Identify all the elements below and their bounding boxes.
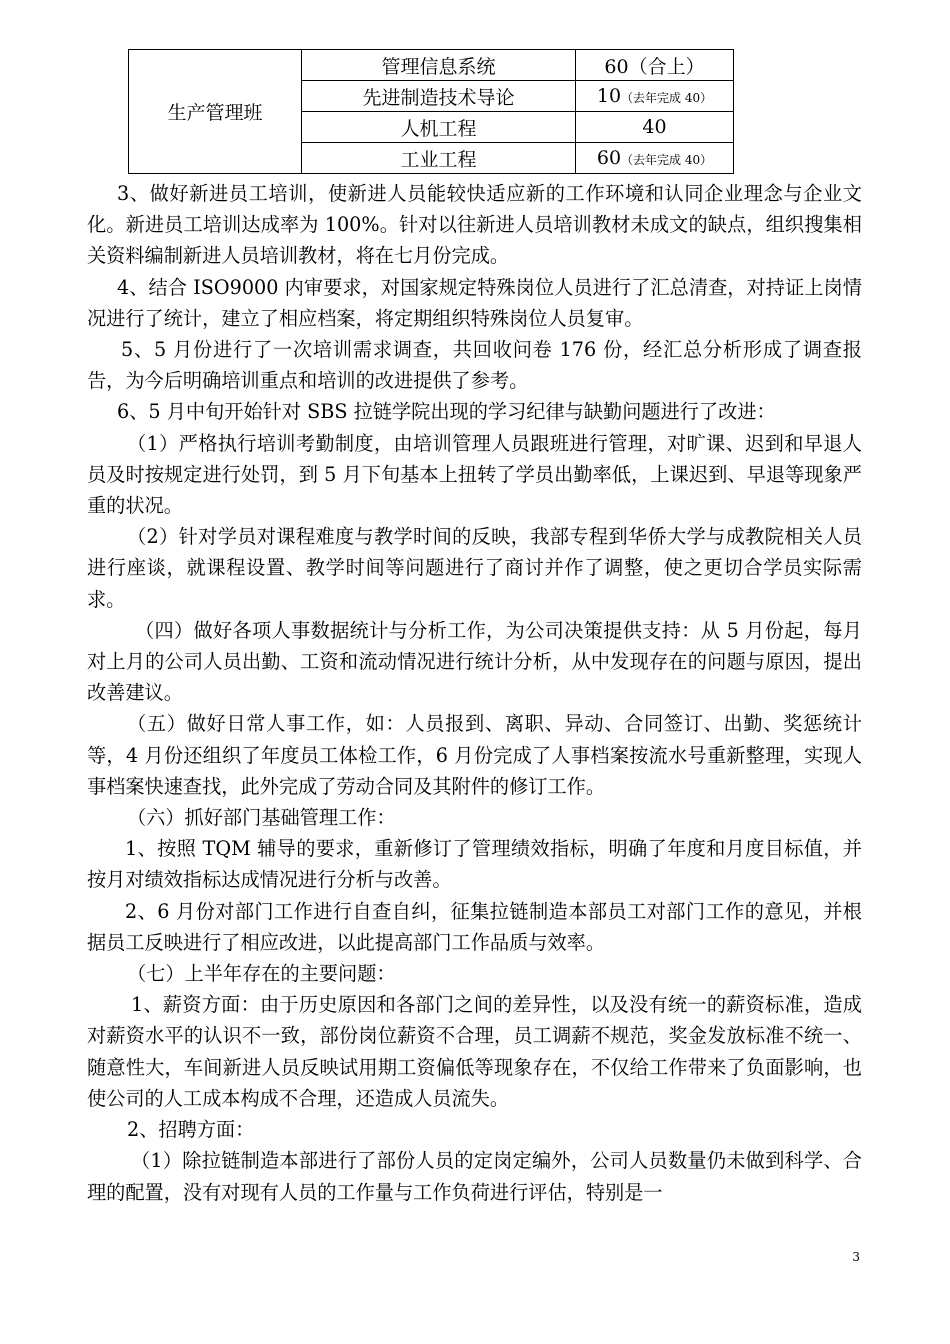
course-table <box>128 49 734 174</box>
course-name-cell: 工业工程 <box>302 143 576 174</box>
paragraph: 6、5 月中旬开始针对 SBS 拉链学院出现的学习纪律与缺勤问题进行了改进： <box>117 400 776 424</box>
hours-note: （去年完成 40） <box>621 91 713 105</box>
paragraph: 3、做好新进员工培训，使新进人员能较快适应新的工作环境和认同企业理念与企业文化。新进员工培训达成率为 100%。针对以往新进人员培训教材未成文的缺点，组织搜集相关资料编制新进人员培训教材，将在七月份完成。 <box>87 182 862 268</box>
course-name-cell: 管理信息系统 <box>302 50 576 81</box>
course-hours-cell <box>576 112 734 143</box>
paragraph: 5、5 月份进行了一次培训需求调查，共回收问卷 176 份，经汇总分析形成了调查报告，为今后明确培训重点和培训的改进提供了参考。 <box>87 338 862 393</box>
course-hours-cell <box>576 143 734 174</box>
course-hours-cell <box>576 81 734 112</box>
paragraph: 1、薪资方面：由于历史原因和各部门之间的差异性，以及没有统一的薪资标准，造成对薪资水平的认识不一致，部份岗位薪资不合理，员工调薪不规范，奖金发放标准不统一、随意性大，车间新进人员反映试用期工资偏低等现象存在，不仅给工作带来了负面影响，也使公司的人工成本构成不合理，还造成人员流失。 <box>87 993 862 1110</box>
paragraph: （四）做好各项人事数据统计与分析工作，为公司决策提供支持：从 5 月份起，每月对上月的公司人员出勤、工资和流动情况进行统计分析，从中发现存在的问题与原因，提出改善建议。 <box>87 618 862 705</box>
hours-note: （去年完成 40） <box>621 153 713 167</box>
paragraph: （六）抓好部门基础管理工作： <box>127 806 396 830</box>
table-row <box>129 50 734 81</box>
paragraph: 4、结合 ISO9000 内审要求，对国家规定特殊岗位人员进行了汇总清查，对持证上岗情况进行了统计，建立了相应档案，将定期组织特殊岗位人员复审。 <box>87 275 862 330</box>
course-name-cell: 人机工程 <box>302 112 576 143</box>
course-hours-cell <box>576 50 734 81</box>
paragraph: （2）针对学员对课程难度与教学时间的反映，我部专程到华侨大学与成教院相关人员进行座谈，就课程设置、教学时间等问题进行了商讨并作了调整，使之更切合学员实际需求。 <box>87 525 862 611</box>
paragraph: （1）严格执行培训考勤制度，由培训管理人员跟班进行管理，对旷课、迟到和早退人员及时按规定进行处罚，到 5 月下旬基本上扭转了学员出勤率低，上课迟到、早退等现象严重的状况。 <box>87 431 862 518</box>
paragraph: （五）做好日常人事工作，如：人员报到、离职、异动、合同签订、出勤、奖惩统计等，4 月份还组织了年度员工体检工作，6 月份完成了人事档案按流水号重新整理，实现人事档案快速查找，此外完成了劳动合同及其附件的修订工作。 <box>87 712 862 798</box>
paragraph: 1、按照 TQM 辅导的要求，重新修订了管理绩效指标，明确了年度和月度目标值，并按月对绩效指标达成情况进行分析与改善。 <box>87 837 862 892</box>
paragraph: （七）上半年存在的主要问题： <box>127 962 396 986</box>
paragraph: （1）除拉链制造本部进行了部份人员的定岗定编外，公司人员数量仍未做到科学、合理的配置，没有对现有人员的工作量与工作负荷进行评估，特别是一 <box>87 1149 862 1204</box>
hours-value: 60（合上） <box>604 55 705 78</box>
body-text <box>87 178 862 1208</box>
paragraph: 2、招聘方面： <box>127 1118 255 1142</box>
page-number: 3 <box>852 1250 860 1264</box>
hours-value: 10 <box>596 85 622 107</box>
course-name-cell: 先进制造技术导论 <box>302 81 576 112</box>
hours-value: 60 <box>596 147 622 169</box>
group-label-cell: 生产管理班 <box>129 50 302 174</box>
paragraph: 2、6 月份对部门工作进行自查自纠，征集拉链制造本部员工对部门工作的意见，并根据员工反映进行了相应改进，以此提高部门工作品质与效率。 <box>87 899 862 954</box>
hours-value: 40 <box>642 116 667 138</box>
